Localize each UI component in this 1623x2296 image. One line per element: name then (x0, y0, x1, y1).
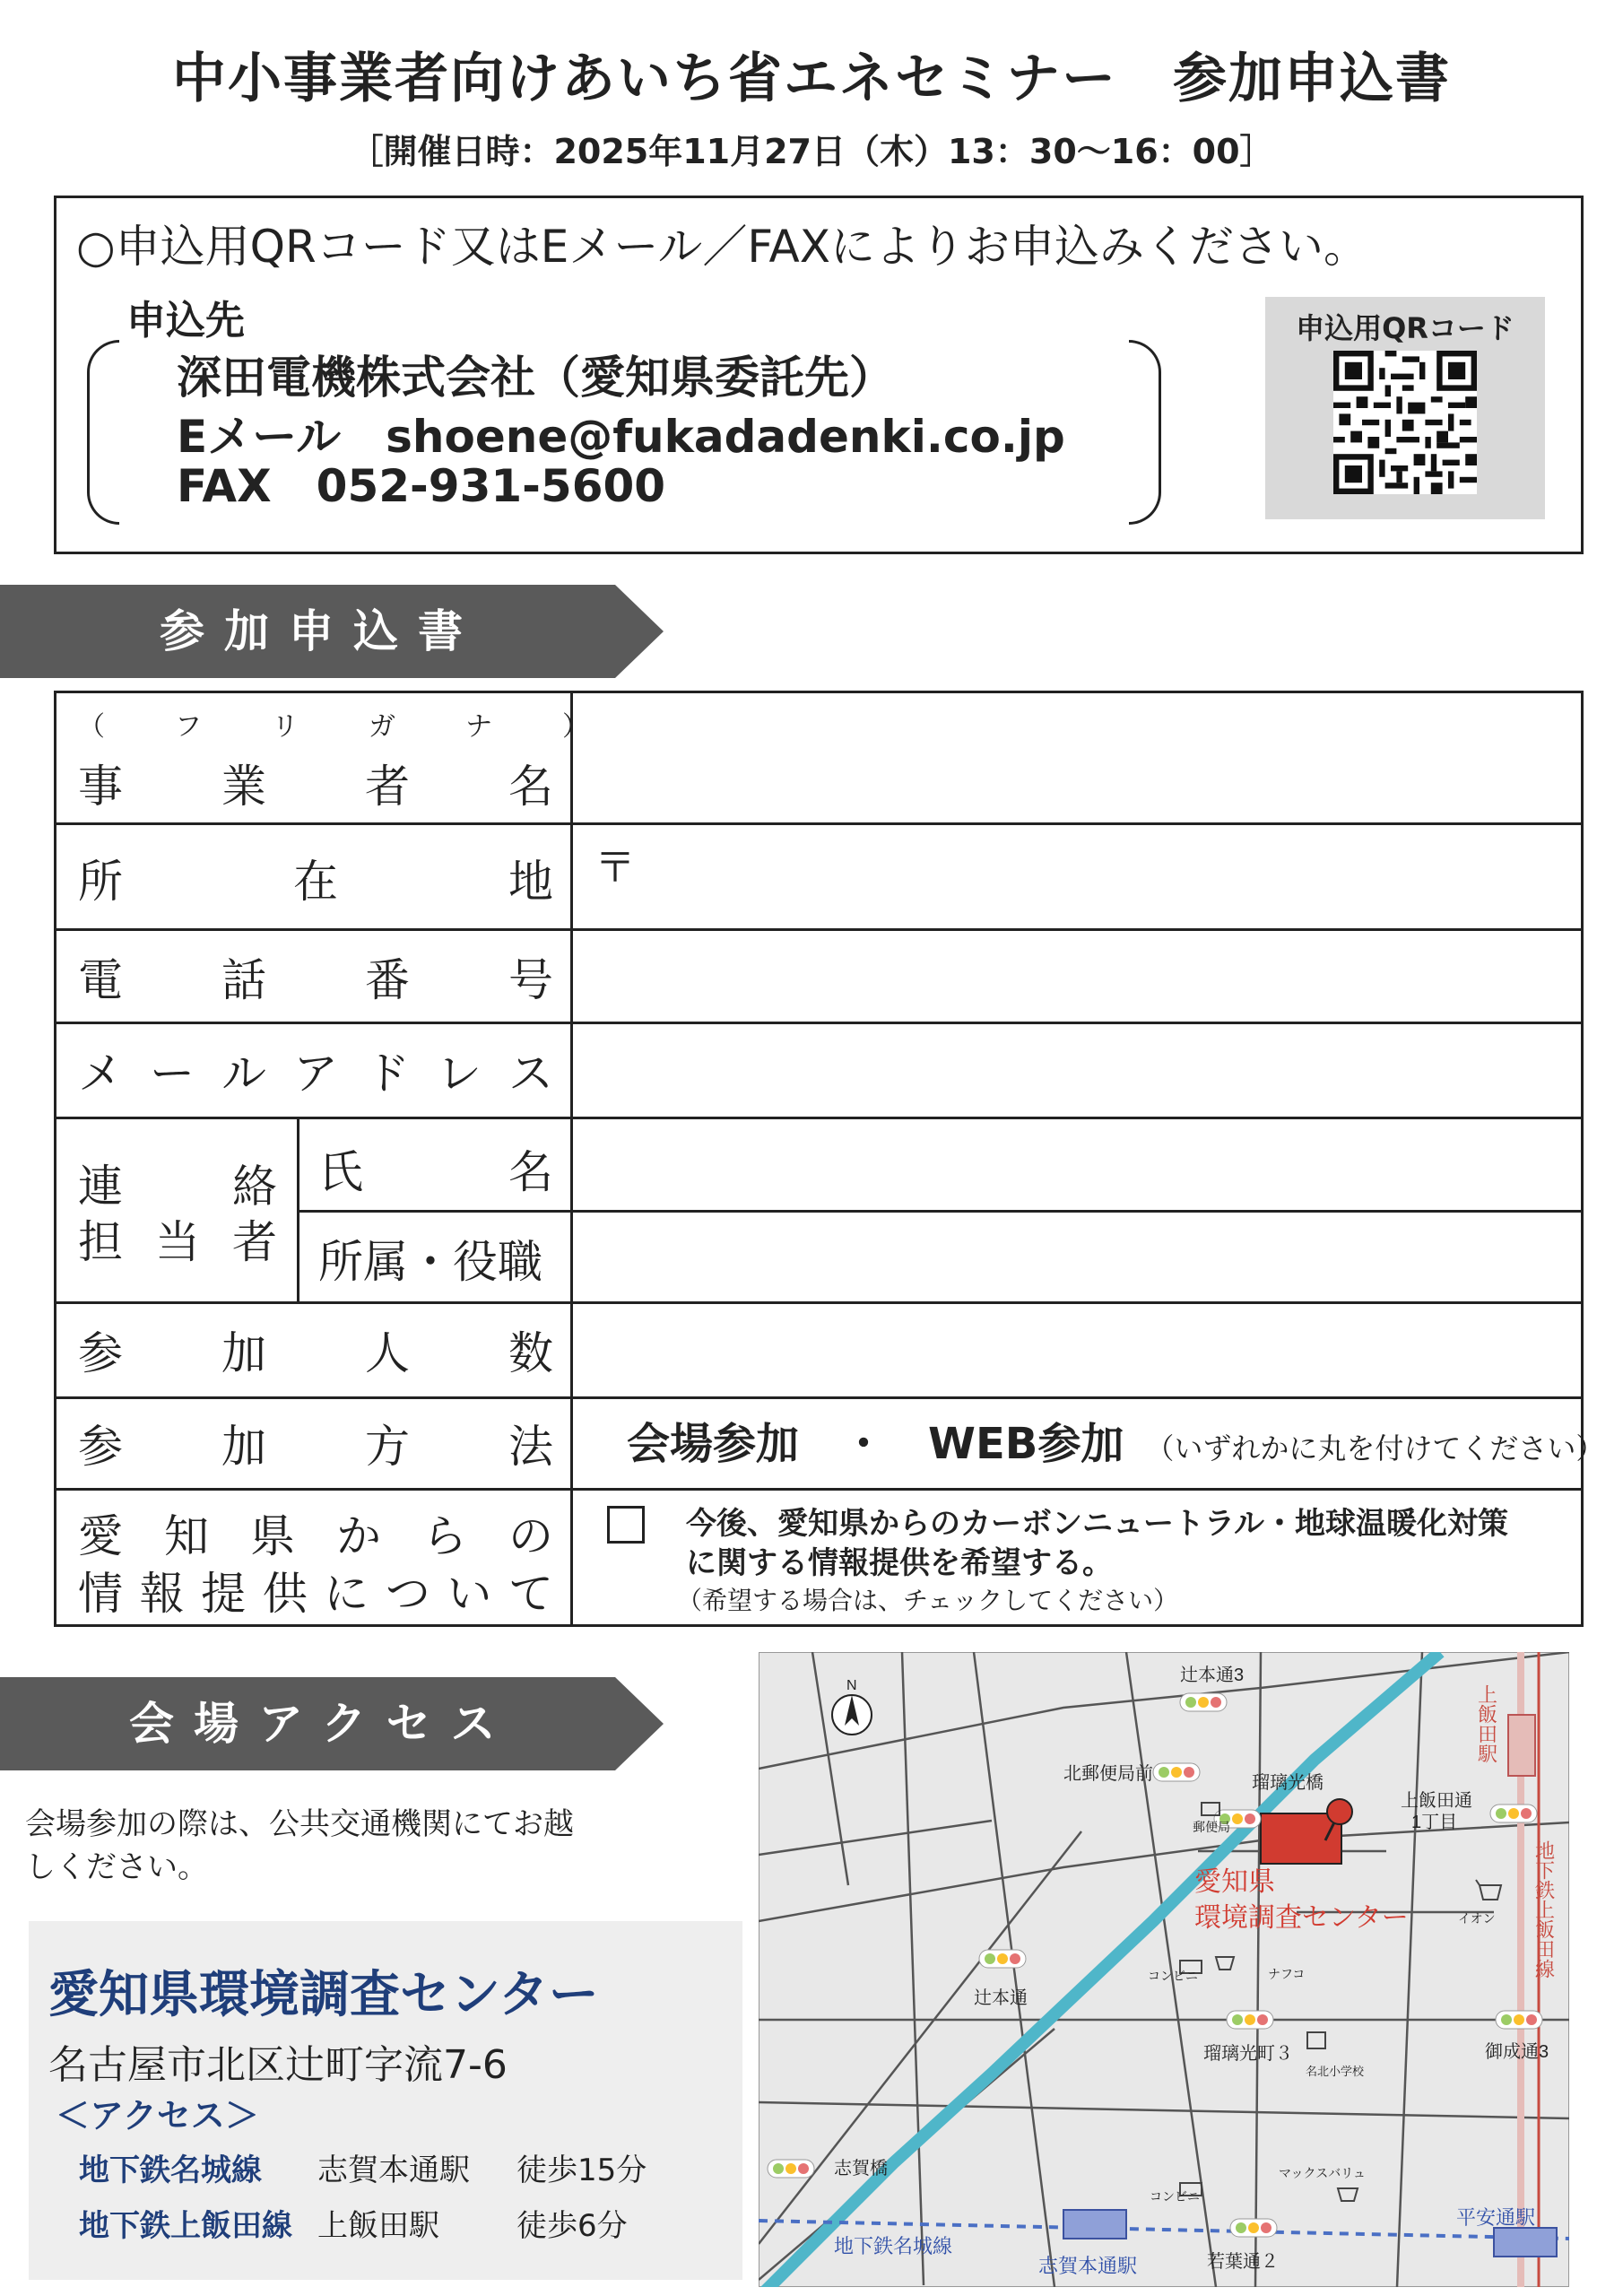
label-char: 参 (78, 1421, 123, 1473)
label-char: 事 (78, 761, 123, 813)
method-note: （いずれかに丸を付けてください） (1145, 1431, 1605, 1465)
form-section-title: 参加申込書 (160, 605, 482, 657)
application-form-table (54, 691, 1605, 1627)
label-char: 号 (508, 954, 553, 1006)
email-label-row (78, 1038, 553, 1102)
contact-name-input[interactable] (575, 1122, 1579, 1206)
venue-building[interactable] (1261, 1813, 1341, 1864)
label-char: 参 (78, 1327, 123, 1379)
right-bracket (1129, 340, 1161, 525)
label-char: 地 (508, 856, 553, 908)
furigana-label (78, 704, 589, 744)
qr-code-panel[interactable] (1265, 297, 1545, 519)
label-char: 県 (250, 1510, 295, 1562)
map-venue-label: 愛知県 (1194, 1867, 1275, 1897)
map-label: イオン (1458, 1911, 1496, 1926)
qr-code-label: 申込用QRコード (1296, 311, 1515, 345)
map-label: 1丁目 (1411, 1813, 1458, 1832)
phone-label (78, 944, 553, 1009)
map-label[interactable]: 上飯田駅 (1475, 1684, 1498, 1763)
label-char: レ (437, 1048, 482, 1100)
furigana-char: フ (175, 711, 202, 743)
venue-name: 愛知県環境調査センター (48, 1966, 599, 2024)
label-char: 人 (365, 1327, 410, 1379)
label-char: 連 (78, 1161, 123, 1213)
row-divider (56, 822, 1581, 825)
map-label: コンビニ (1150, 2189, 1200, 2204)
label-char: 番 (365, 954, 410, 1006)
label-char: 愛 (78, 1510, 123, 1562)
info-provision-label-top (78, 1500, 553, 1565)
row-divider (56, 1117, 1581, 1119)
map-label: 地下鉄名城線 (834, 2235, 953, 2257)
map-label: 郵便局 (1193, 1820, 1230, 1834)
access-section-title: 会場アクセス (129, 1698, 516, 1750)
map-label: 北郵便局前 (1063, 1764, 1153, 1784)
phone-input[interactable] (575, 934, 1579, 1018)
info-provision-label-bottom (78, 1558, 553, 1622)
business-name-label (78, 751, 553, 815)
access-note: 会場参加の際は、公共交通機関にてお越しください。 (25, 1806, 574, 1885)
label-char: 氏 (318, 1146, 363, 1198)
label-char: か (336, 1510, 381, 1562)
label-char: ー (150, 1048, 195, 1100)
label-char: つ (385, 1568, 430, 1620)
postal-mark: 〒 (595, 843, 636, 891)
row-divider (56, 1396, 1581, 1399)
map-label: 瑠璃光橋 (1252, 1773, 1324, 1793)
map-label: 上飯田通 (1401, 1791, 1472, 1811)
map-label: 志賀橋 (834, 2159, 888, 2179)
label-char: 担 (78, 1216, 123, 1268)
venue-pin-icon[interactable] (1327, 1799, 1352, 1824)
contact-dept-input[interactable] (575, 1215, 1579, 1298)
address-label (78, 846, 553, 910)
north-arrow-icon (832, 1695, 872, 1735)
map-label: 地下鉄上飯田線 (1532, 1840, 1556, 1979)
label-char: ス (508, 1048, 553, 1100)
label-char: 者 (365, 761, 410, 813)
business-name-input[interactable] (575, 696, 1579, 820)
contact-dept-label: 所属・役職 (318, 1236, 542, 1288)
furigana-char: ） (562, 711, 589, 743)
address-input[interactable] (630, 828, 1579, 925)
application-instruction: ○申込用QRコード又はEメール／FAXによりお申込みください。 (76, 221, 1368, 273)
method-choices[interactable]: 会場参加 ・ WEB参加 (627, 1419, 1124, 1469)
map-label: 名北小学校 (1306, 2065, 1365, 2078)
form-section-banner (0, 585, 664, 678)
row-divider (297, 1210, 1581, 1213)
label-char: 電 (78, 954, 123, 1006)
consent-text-line1: 今後、愛知県からのカーボンニュートラル・地球温暖化対策 (686, 1506, 1508, 1542)
label-char: 名 (508, 1146, 553, 1198)
venue-address: 名古屋市北区辻町字流7-6 (48, 2042, 508, 2088)
label-char: 当 (155, 1216, 200, 1268)
label-char: 所 (78, 856, 123, 908)
label-char: 加 (221, 1421, 266, 1473)
row-divider (56, 928, 1581, 931)
access-section-banner (0, 1677, 664, 1770)
route-row (79, 2145, 647, 2189)
map-label: マックスバリュ (1279, 2166, 1366, 2180)
map-venue-label: 環境調査センター (1194, 1903, 1409, 1933)
contact-label-bottom (78, 1206, 277, 1271)
participation-method-options[interactable] (627, 1409, 1604, 1471)
label-char: メ (78, 1048, 123, 1100)
label-char: 話 (221, 954, 266, 1006)
label-char: の (508, 1510, 553, 1562)
participant-count-label (78, 1318, 553, 1382)
fax-number: 052-931-5600 (316, 460, 666, 512)
furigana-char: （ (78, 711, 105, 743)
label-char: 提 (201, 1568, 247, 1620)
furigana-char: ガ (369, 711, 395, 743)
label-char: 供 (262, 1568, 308, 1620)
label-char: 報 (139, 1568, 185, 1620)
label-char: 在 (293, 856, 338, 908)
email-address[interactable]: shoene@fukadadenki.co.jp (386, 411, 1065, 463)
qr-code-icon[interactable] (1333, 351, 1477, 494)
consent-text-line2: に関する情報提供を希望する。 (686, 1545, 1113, 1581)
map-label: 若葉通２ (1207, 2252, 1279, 2272)
route-station: 志賀本通駅 (317, 2152, 470, 2188)
kamiiida-station-box[interactable] (1508, 1715, 1535, 1776)
email-label: Eメール (177, 411, 342, 463)
label-char: ア (293, 1048, 338, 1100)
label-char: 知 (164, 1510, 209, 1562)
participant-count-input[interactable] (575, 1307, 1579, 1393)
row-divider (56, 1301, 1581, 1304)
venue-info-box (29, 1921, 742, 2280)
row-divider (56, 1022, 1581, 1024)
furigana-char: ナ (465, 711, 492, 743)
label-char: 数 (508, 1327, 553, 1379)
label-char: て (508, 1568, 553, 1620)
map-label: 辻本通 (974, 1988, 1028, 2008)
map-label: ナフコ (1268, 1967, 1306, 1981)
map-label: 御成通3 (1485, 2042, 1549, 2062)
label-char: ド (365, 1048, 410, 1100)
label-char: 加 (221, 1327, 266, 1379)
label-char: い (447, 1568, 492, 1620)
label-char: ル (221, 1048, 266, 1100)
venue-access-map[interactable] (759, 1652, 1569, 2287)
label-char: 名 (508, 761, 553, 813)
label-char: 者 (232, 1216, 277, 1268)
route-walk: 徒歩6分 (516, 2208, 628, 2244)
company-name: 深田電機株式会社（愛知県委託先） (177, 352, 894, 404)
north-label: N (846, 1678, 857, 1693)
fax-contact (177, 460, 665, 512)
fax-label: FAX (177, 460, 272, 512)
label-char: に (324, 1568, 369, 1620)
label-char: ら (422, 1510, 467, 1562)
page-title: 中小事業者向けあいち省エネセミナー 参加申込書 (172, 48, 1451, 110)
participation-method-label (78, 1411, 553, 1475)
consent-note: （希望する場合は、チェックしてください） (677, 1586, 1179, 1615)
label-char: 法 (508, 1421, 553, 1473)
event-datetime: ［開催日時：2025年11月27日（木）13：30～16：00］ (349, 132, 1274, 171)
map-label: 瑠璃光町３ (1203, 2044, 1293, 2064)
heian-station-box[interactable] (1494, 2228, 1557, 2257)
map-label[interactable]: 平安通駅 (1456, 2206, 1536, 2229)
furigana-char: リ (272, 711, 299, 743)
destination-label: 申込先 (126, 298, 245, 344)
route-station: 上飯田駅 (317, 2208, 439, 2244)
access-heading: ＜アクセス＞ (56, 2096, 259, 2135)
label-char: 情 (78, 1568, 123, 1620)
info-consent-checkbox[interactable] (607, 1506, 645, 1544)
route-line: 地下鉄上飯田線 (79, 2208, 292, 2244)
label-char: 絡 (232, 1161, 277, 1213)
email-input[interactable] (575, 1027, 1579, 1113)
label-char: 方 (365, 1421, 410, 1473)
column-divider (570, 693, 573, 1624)
application-info-box (54, 196, 1584, 554)
label-char: 業 (221, 761, 266, 813)
contact-name-label (318, 1136, 553, 1201)
route-walk: 徒歩15分 (516, 2152, 647, 2188)
left-bracket (87, 340, 119, 525)
row-divider (56, 1488, 1581, 1491)
email-contact (177, 401, 1065, 465)
map-label: コンビニ (1148, 1969, 1198, 1983)
shiga-station-box[interactable] (1063, 2210, 1126, 2239)
map-label[interactable]: 志賀本通駅 (1038, 2255, 1138, 2277)
map-label: 辻本通3 (1180, 1665, 1245, 1685)
route-line: 地下鉄名城線 (79, 2152, 262, 2188)
route-row (79, 2201, 628, 2245)
